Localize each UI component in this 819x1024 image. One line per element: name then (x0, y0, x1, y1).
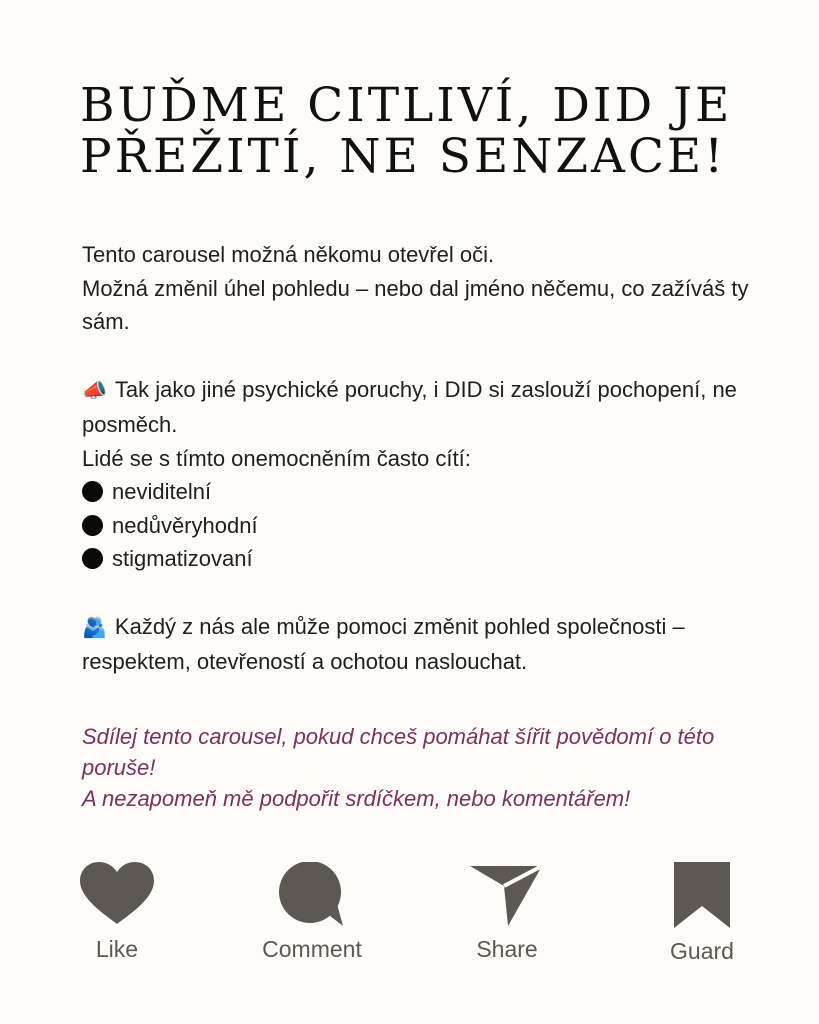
bullet-icon (82, 481, 103, 502)
section1-text-content: Tak jako jiné psychické poruchy, i DID si zaslouží pochopení, ne posměch. (82, 376, 737, 437)
share-button[interactable] (437, 862, 577, 963)
like-button[interactable] (47, 862, 187, 963)
list-item-text: neviditelní (112, 479, 212, 504)
intro-line-1: Tento carousel možná někomu otevřel oči. (82, 242, 495, 267)
title-line-2: PŘEŽITÍ, NE SENZACE! (80, 129, 727, 184)
callout-line-1: Sdílej tento carousel, pokud chceš pomáhat šířit povědomí o této poruše! (82, 724, 715, 780)
spacer (82, 339, 762, 373)
callout-line-2: A nezapomeň mě podpořit srdíčkem, nebo komentářem! (82, 786, 631, 811)
like-label: Like (95, 936, 139, 962)
list-item (82, 509, 762, 543)
megaphone-icon: 📣 (82, 379, 107, 402)
comment-button[interactable] (242, 862, 382, 963)
list-item-text: stigmatizovaní (112, 546, 253, 571)
spacer (82, 576, 762, 610)
heart-icon (80, 862, 154, 926)
page-title (80, 80, 760, 182)
comment-label: Comment (262, 936, 362, 962)
guard-label: Guard (670, 938, 734, 964)
list-item-text: nedůvěryhodní (112, 512, 258, 538)
people-hugging-icon: 🫂 (82, 616, 107, 639)
section2-text (82, 610, 762, 679)
list-item (82, 542, 762, 576)
section2-text-content: Každý z nás ale může pomoci změnit pohled společnosti – respektem, otevřeností a ochotou naslouchat. (82, 613, 685, 674)
section1-text (82, 373, 762, 442)
bullet-icon (82, 515, 103, 536)
share-label: Share (476, 936, 538, 962)
callout-text (82, 721, 772, 814)
bullet-icon (82, 548, 103, 569)
section1-lead: Lidé se s tímto onemocněním často cítí: (82, 445, 471, 471)
bookmark-icon (674, 862, 730, 928)
comment-icon (277, 862, 347, 926)
body-text (82, 238, 762, 679)
intro-line-2: Možná změnil úhel pohledu – nebo dal jméno něčemu, co zažíváš ty sám. (82, 275, 749, 334)
list-item (82, 475, 762, 509)
guard-button[interactable] (632, 862, 772, 965)
title-line-1: BUĎME CITLIVÍ, DID JE (80, 78, 733, 133)
paper-plane-icon (470, 862, 544, 926)
